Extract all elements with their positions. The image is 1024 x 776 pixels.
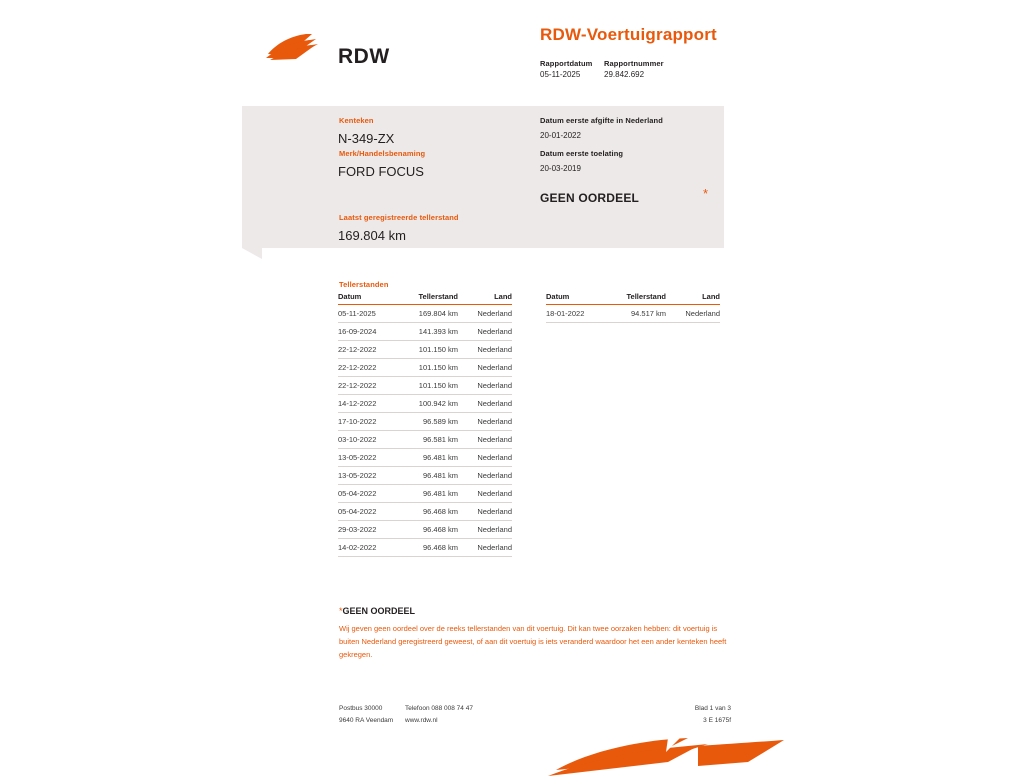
cell-datum: 18-01-2022 xyxy=(546,305,608,323)
footer-doc-code: 3 E 1675f xyxy=(703,717,731,724)
table-row xyxy=(338,413,512,431)
cell-datum: 14-12-2022 xyxy=(338,395,400,413)
rdw-swoosh-logo-icon xyxy=(266,32,328,62)
cell-land: Nederland xyxy=(466,431,512,449)
verdict-footnote-marker: * xyxy=(703,186,709,201)
cell-tellerstand: 101.150 km xyxy=(400,377,466,395)
table-row xyxy=(338,485,512,503)
cell-land: Nederland xyxy=(466,341,512,359)
cell-datum: 22-12-2022 xyxy=(338,341,400,359)
cell-datum: 13-05-2022 xyxy=(338,467,400,485)
verdict-badge: GEEN OORDEEL xyxy=(540,191,640,205)
cell-datum: 14-02-2022 xyxy=(338,539,400,557)
table-row xyxy=(338,539,512,557)
cell-land: Nederland xyxy=(466,377,512,395)
value-eerste-afgifte: 20-01-2022 xyxy=(540,131,581,140)
cell-tellerstand: 96.481 km xyxy=(400,485,466,503)
col-datum: Datum xyxy=(338,292,400,305)
table-row xyxy=(338,377,512,395)
footer-page-number: Blad 1 van 3 xyxy=(694,705,731,712)
cell-land: Nederland xyxy=(466,449,512,467)
footer-website[interactable]: www.rdw.nl xyxy=(405,717,438,724)
cell-tellerstand: 96.481 km xyxy=(400,449,466,467)
cell-datum: 29-03-2022 xyxy=(338,521,400,539)
cell-tellerstand: 169.804 km xyxy=(400,305,466,323)
col-tellerstand: Tellerstand xyxy=(608,292,674,305)
table-row xyxy=(338,467,512,485)
cell-land: Nederland xyxy=(466,485,512,503)
label-merk: Merk/Handelsbenaming xyxy=(339,149,426,158)
cell-tellerstand: 94.517 km xyxy=(608,305,674,323)
table-row xyxy=(338,521,512,539)
value-laatste-tellerstand: 169.804 km xyxy=(338,228,406,243)
value-merk: FORD FOCUS xyxy=(338,164,424,179)
rdw-watermark-icon xyxy=(548,736,788,776)
cell-land: Nederland xyxy=(466,305,512,323)
cell-tellerstand: 141.393 km xyxy=(400,323,466,341)
col-tellerstand: Tellerstand xyxy=(400,292,466,305)
cell-land: Nederland xyxy=(466,503,512,521)
section-title-tellerstanden: Tellerstanden xyxy=(339,280,389,289)
footer-page-info xyxy=(600,703,731,727)
panel-corner-notch xyxy=(242,248,262,259)
footnote-star: * xyxy=(339,606,343,616)
vehicle-summary-panel xyxy=(242,106,724,248)
meta-label-rapportnummer: Rapportnummer xyxy=(604,59,664,68)
cell-tellerstand: 100.942 km xyxy=(400,395,466,413)
meta-rapportnummer xyxy=(604,58,664,81)
tellerstanden-table-left xyxy=(338,292,512,557)
footnote-title-text: GEEN OORDEEL xyxy=(342,606,416,616)
footnote-body: Wij geven geen oordeel over de reeks tellerstanden van dit voertuig. Dit kan twee oorzaken hebben: dit voertuig is buiten Nederland geregistreerd geweest, of aan dit voertuig is iets veranderd waardoor het een ander kenteken heeft gekregen. xyxy=(339,624,727,659)
cell-tellerstand: 96.468 km xyxy=(400,521,466,539)
table-row xyxy=(338,341,512,359)
cell-datum: 13-05-2022 xyxy=(338,449,400,467)
table-row xyxy=(338,395,512,413)
cell-datum: 05-11-2025 xyxy=(338,305,400,323)
cell-datum: 22-12-2022 xyxy=(338,377,400,395)
label-laatste-tellerstand: Laatst geregistreerde tellerstand xyxy=(339,213,459,222)
table-row xyxy=(338,431,512,449)
cell-datum: 16-09-2024 xyxy=(338,323,400,341)
cell-tellerstand: 101.150 km xyxy=(400,341,466,359)
label-eerste-toelating: Datum eerste toelating xyxy=(540,149,624,158)
table-row xyxy=(338,323,512,341)
footer-address-line1: Postbus 30000 xyxy=(339,705,383,712)
footer-address xyxy=(339,703,393,727)
value-eerste-toelating: 20-03-2019 xyxy=(540,164,581,173)
cell-land: Nederland xyxy=(466,539,512,557)
footer-address-line2: 9640 RA Veendam xyxy=(339,717,394,724)
meta-value-rapportnummer: 29.842.692 xyxy=(604,70,645,79)
table-header-row xyxy=(546,292,720,305)
cell-land: Nederland xyxy=(674,305,720,323)
table-row xyxy=(338,305,512,323)
brand-name: RDW xyxy=(338,45,390,68)
cell-datum: 05-04-2022 xyxy=(338,485,400,503)
table-row xyxy=(338,503,512,521)
cell-tellerstand: 96.581 km xyxy=(400,431,466,449)
rdw-logo xyxy=(266,22,466,72)
col-land: Land xyxy=(674,292,720,305)
footnote-block xyxy=(339,606,731,661)
cell-land: Nederland xyxy=(466,323,512,341)
report-meta xyxy=(540,58,840,81)
footer-phone: Telefoon 088 008 74 47 xyxy=(405,705,473,712)
meta-label-rapportdatum: Rapportdatum xyxy=(540,59,593,68)
cell-tellerstand: 96.468 km xyxy=(400,539,466,557)
value-kenteken: N-349-ZX xyxy=(338,131,395,146)
cell-datum: 05-04-2022 xyxy=(338,503,400,521)
cell-land: Nederland xyxy=(466,467,512,485)
cell-land: Nederland xyxy=(466,395,512,413)
cell-datum: 17-10-2022 xyxy=(338,413,400,431)
table-header-row xyxy=(338,292,512,305)
cell-land: Nederland xyxy=(466,521,512,539)
meta-rapportdatum xyxy=(540,58,604,81)
cell-datum: 22-12-2022 xyxy=(338,359,400,377)
cell-tellerstand: 96.589 km xyxy=(400,413,466,431)
cell-tellerstand: 96.481 km xyxy=(400,467,466,485)
meta-value-rapportdatum: 05-11-2025 xyxy=(540,70,581,79)
cell-land: Nederland xyxy=(466,359,512,377)
table-row xyxy=(338,359,512,377)
tellerstanden-table-right xyxy=(546,292,720,323)
col-land: Land xyxy=(466,292,512,305)
table-row xyxy=(546,305,720,323)
footer-contact xyxy=(405,703,473,727)
col-datum: Datum xyxy=(546,292,608,305)
table-row xyxy=(338,449,512,467)
cell-tellerstand: 101.150 km xyxy=(400,359,466,377)
cell-tellerstand: 96.468 km xyxy=(400,503,466,521)
label-eerste-afgifte: Datum eerste afgifte in Nederland xyxy=(540,116,663,125)
cell-datum: 03-10-2022 xyxy=(338,431,400,449)
footnote-title xyxy=(339,606,731,616)
label-kenteken: Kenteken xyxy=(339,116,374,125)
report-title: RDW-Voertuigrapport xyxy=(540,25,717,44)
cell-land: Nederland xyxy=(466,413,512,431)
